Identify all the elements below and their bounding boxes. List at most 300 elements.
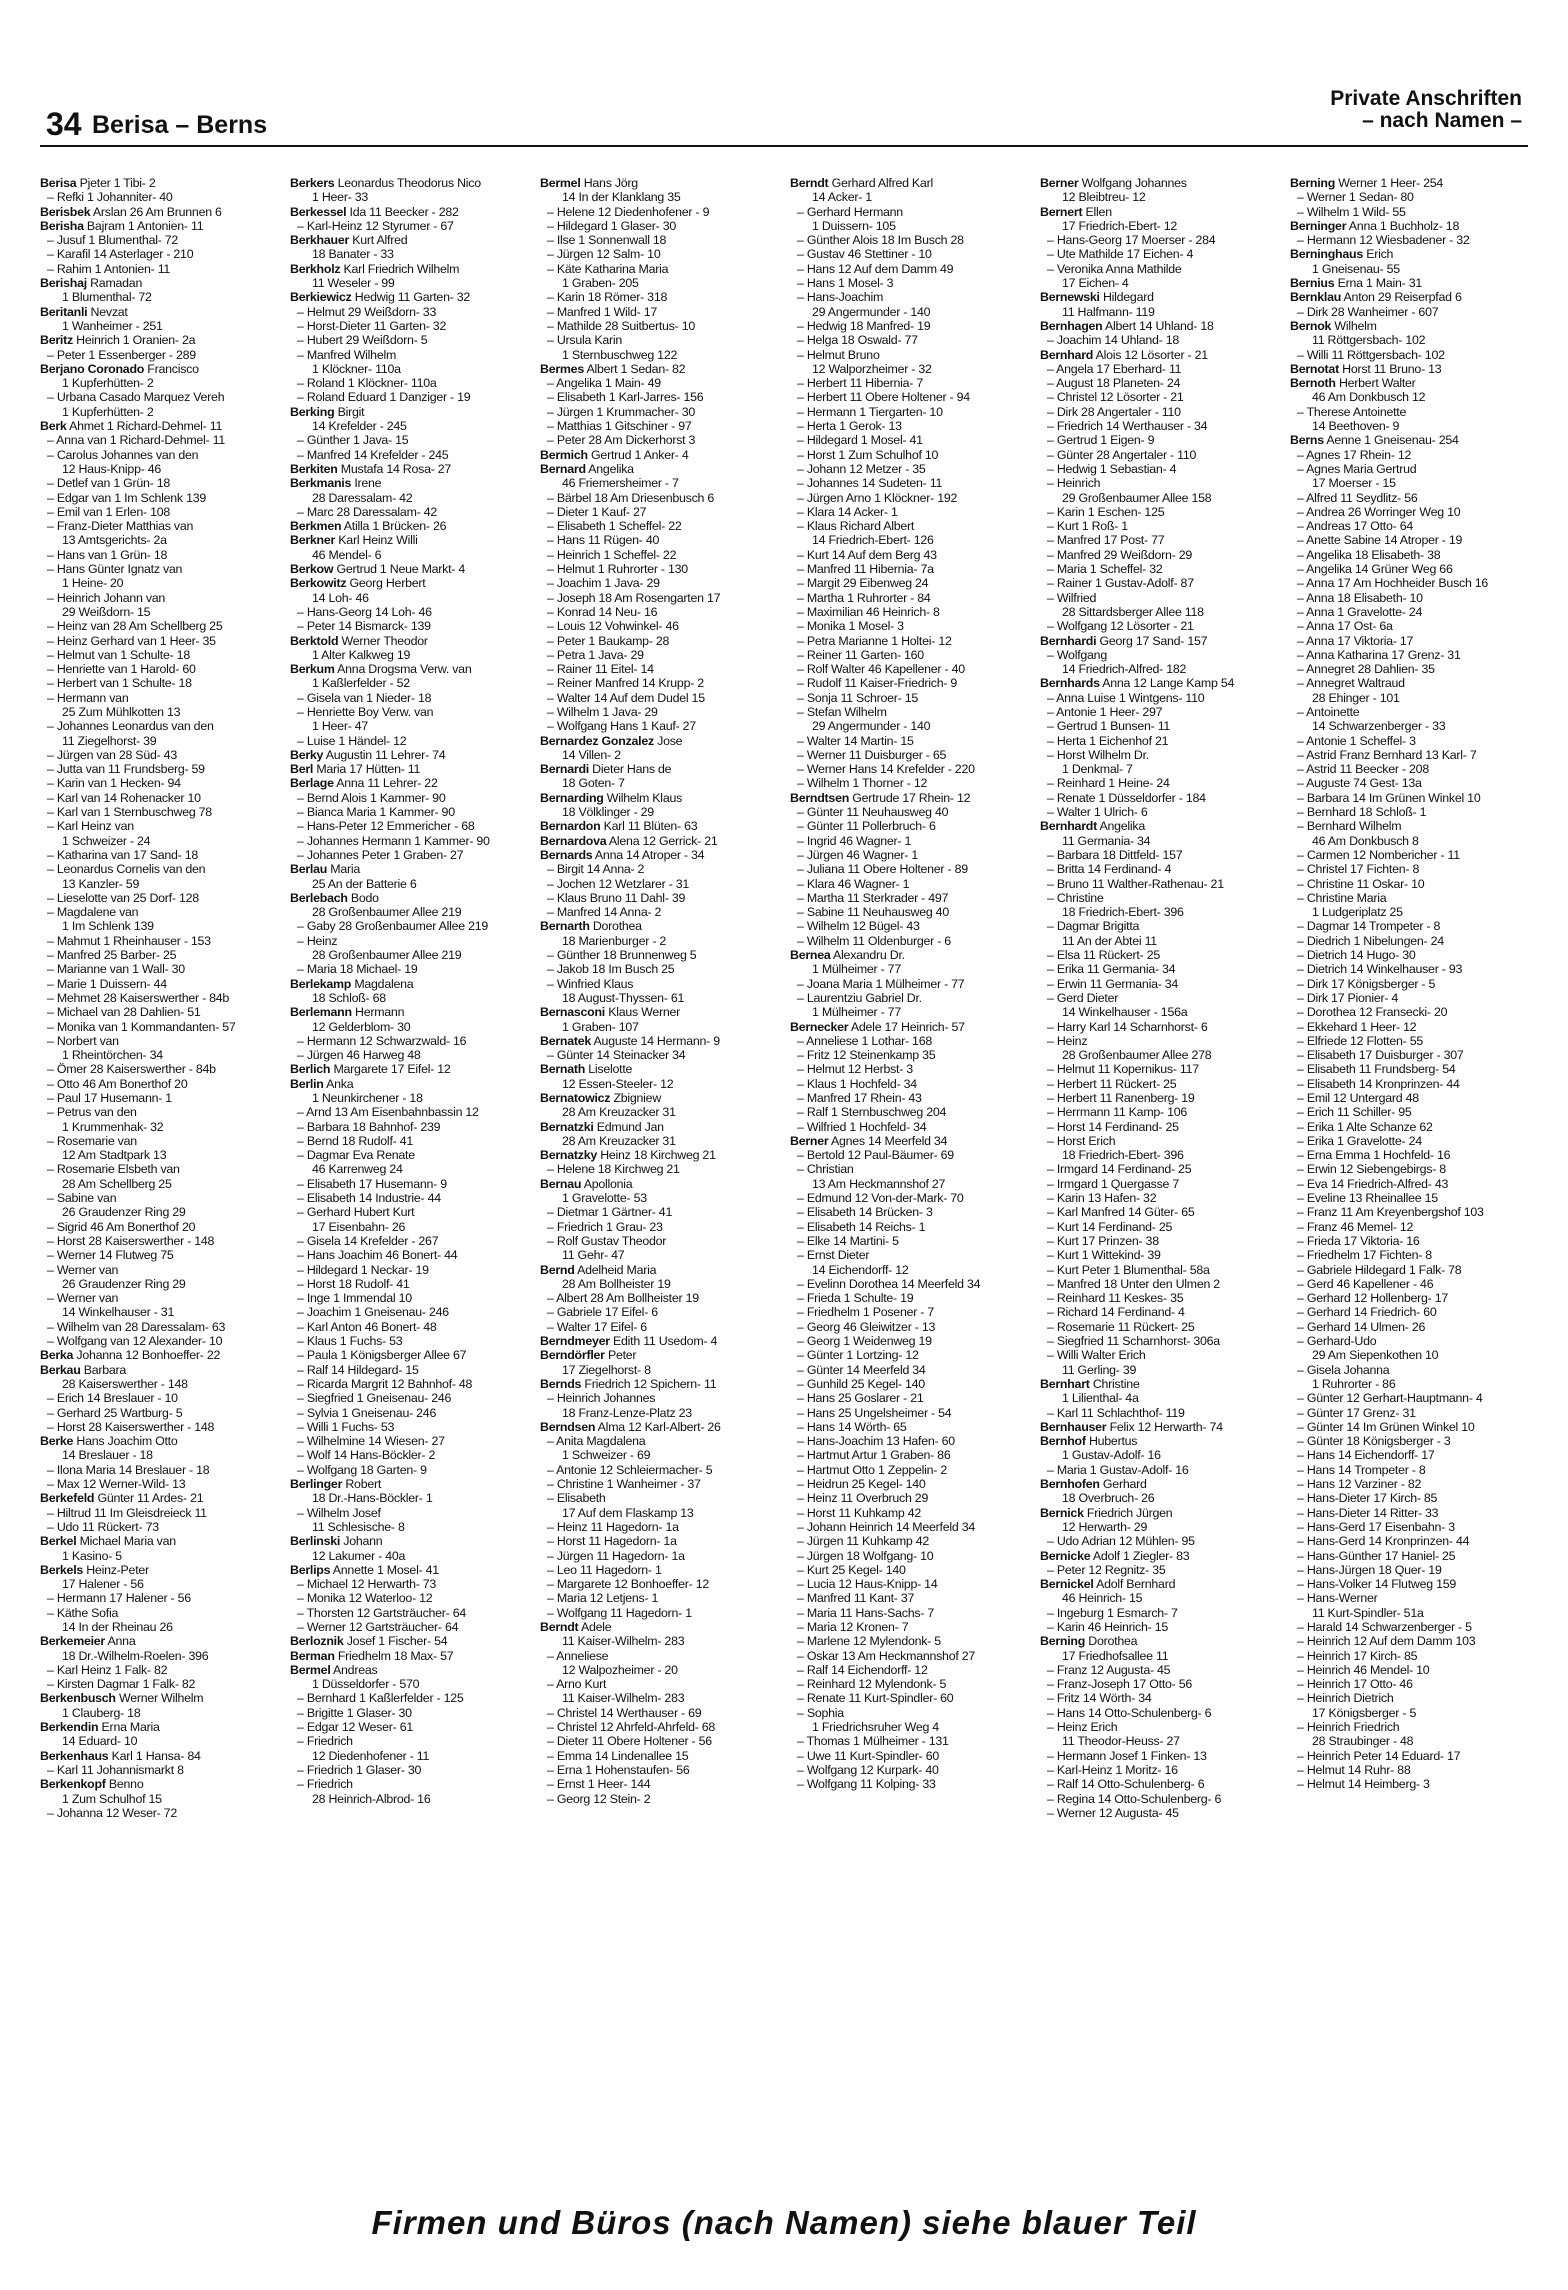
surname-heading: Bernds [540,1376,582,1391]
entry-line [540,1120,780,1134]
entry-text: Angelika [1099,819,1146,834]
entry-line [40,362,280,376]
entry-text: Wilhelm [1334,318,1377,333]
entry-line: – Michael 12 Herwarth- 73 [297,1577,437,1592]
entry-continuation: 1 Friedrichsruher Weg 4 [812,1720,939,1735]
entry-line [1040,319,1280,333]
entry-line: – Heidrun 25 Kegel- 140 [797,1477,926,1492]
entry-continuation: 18 Franz-Lenze-Platz 23 [562,1405,692,1420]
entry-line: – Wolfgang 12 Lösorter - 21 [1047,619,1194,634]
entry-line [40,219,280,233]
entry-line: – Karafil 14 Asterlager - 210 [47,247,194,262]
entry-line [290,662,530,676]
entry-line: – Johannes Hermann 1 Kammer- 90 [297,833,490,848]
entry-line [540,848,780,862]
entry-continuation: 14 In der Klanklang 35 [562,190,681,205]
entry-line [1040,348,1280,362]
entry-line: – Rainer 11 Eitel- 14 [547,662,654,677]
surname-heading: Berkholz [290,261,341,276]
entry-continuation: 12 Herwarth- 29 [1062,1519,1148,1534]
entry-line: – Johann 12 Metzer - 35 [797,461,926,476]
entry-line: – Karl 11 Schlachthof- 119 [1047,1405,1185,1420]
entry-line [540,1091,780,1105]
entry-text: Hubertus [1088,1434,1138,1449]
entry-line: – Werner van [47,1291,119,1306]
entry-line: – Werner 1 Sedan- 80 [1297,190,1414,205]
entry-text: Pjeter 1 Tibi- 2 [79,176,156,190]
surname-heading: Bernicke [1040,1548,1091,1563]
header-rule [40,145,1528,147]
entry-line [540,734,780,748]
entry-line: – Walter 17 Eifel- 6 [547,1319,647,1334]
entry-text: Margarete 17 Eifel- 12 [333,1062,451,1077]
entry-line: – Harald 14 Schwarzenberger - 5 [1297,1619,1472,1634]
entry-line [540,1062,780,1076]
surname-heading: Bernardi [540,762,589,777]
entry-line: – Katharina van 17 Sand- 18 [47,847,199,862]
entry-line: – Wilhelm 1 Wild- 55 [1297,204,1406,219]
entry-line: – Heinz Gerhard van 1 Heer- 35 [47,633,216,648]
entry-line: – Thomas 1 Mülheimer - 131 [797,1734,949,1749]
entry-text: Magdalena [354,976,414,991]
entry-line: – Elfriede 12 Flotten- 55 [1297,1033,1423,1048]
entry-continuation: 11 Kaiser-Wilhelm- 283 [562,1691,685,1706]
entry-line: – Horst 11 Kuhkamp 42 [797,1505,922,1520]
entry-continuation: 18 Goten- 7 [562,776,625,791]
entry-continuation: 1 Wanheimer - 251 [62,318,163,333]
entry-line: – Kurt 1 Roß- 1 [1047,519,1128,534]
entry-line: – Siegfried 1 Gneisenau- 246 [297,1391,452,1406]
entry-line: – Horst 11 Hagedorn- 1a [547,1534,677,1549]
entry-line: – Andrea 26 Worringer Weg 10 [1297,504,1461,519]
entry-line: – Hildegard 1 Neckar- 19 [297,1262,429,1277]
entry-continuation: 1 Mülheimer - 77 [812,962,901,977]
entry-line: – Friedhelm 1 Posener - 7 [797,1305,934,1320]
entry-text: Horst 11 Bruno- 13 [1342,361,1442,376]
entry-line: – Anette Sabine 14 Atroper - 19 [1297,533,1463,548]
entry-line: – Horst 28 Kaiserswerther - 148 [47,1233,215,1248]
entry-line: – Peter 12 Regnitz- 35 [1047,1562,1166,1577]
entry-continuation: 18 Overbruch- 26 [1062,1491,1155,1506]
surname-heading: Berishaj [40,276,87,291]
entry-line [290,776,530,790]
entry-text: Arslan 26 Am Brunnen 6 [92,204,222,219]
entry-line: – Udo Adrian 12 Mühlen- 95 [1047,1534,1195,1549]
entry-line: – Werner 12 Gartsträucher- 64 [297,1619,459,1634]
entry-line: – Hans-Volker 14 Flutweg 159 [1297,1577,1456,1592]
surname-heading: Bernea [790,948,831,963]
surname-heading: Bermel [290,1662,331,1677]
entry-line: – Sylvia 1 Gneisenau- 246 [297,1405,437,1420]
entry-line: – Helmut 12 Herbst- 3 [797,1062,913,1077]
entry-line: – Herbert van 1 Schulte- 18 [47,676,192,691]
entry-line: – Johannes Peter 1 Graben- 27 [297,847,464,862]
surname-heading: Beritz [40,333,73,348]
entry-line: – Christel 17 Fichten- 8 [1297,862,1420,877]
entry-line: – Werner 14 Flutweg 75 [47,1248,174,1263]
entry-line: – Elisabeth 14 Industrie- 44 [297,1191,441,1206]
entry-continuation: 1 Denkmal- 7 [1062,762,1133,777]
surname-heading: Bernatzki [540,1119,594,1134]
entry-continuation: 11 Schlesische- 8 [312,1519,405,1534]
entry-line [540,1348,780,1362]
surname-heading: Bernarth [540,919,590,934]
entry-continuation: 14 Breslauer - 18 [62,1448,153,1463]
surname-heading: Berke [40,1434,74,1449]
entry-line: – Heinrich 46 Mendel- 10 [1297,1662,1430,1677]
surname-heading: Berkowitz [290,576,347,591]
entry-line [1290,276,1528,290]
entry-line: – Renate 1 Düsseldorfer - 184 [1047,790,1206,805]
entry-continuation: 17 Eisenbahn- 26 [312,1219,406,1234]
entry-text: Wilhelm Klaus [606,790,683,805]
surname-heading: Bernhof [1040,1434,1086,1449]
directory-column-2 [290,176,530,2138]
entry-line: – Heinz Erich [1047,1720,1118,1735]
entry-text: Barbara [83,1362,127,1377]
entry-line: – Edgar 12 Weser- 61 [297,1720,413,1735]
entry-line [290,1649,530,1663]
entry-text: Anna [107,1634,136,1649]
entry-line: – Reinhard 1 Heine- 24 [1047,776,1170,791]
entry-line: – Manfred 11 Hibernia- 7a [797,562,934,577]
entry-text: Auguste 14 Hermann- 9 [593,1033,720,1048]
surname-heading: Berisbek [40,204,91,219]
entry-continuation: 28 Am Bollheister 19 [562,1276,671,1291]
entry-continuation: 11 Gerling- 39 [1062,1362,1137,1377]
entry-line [40,1434,280,1448]
entry-line [290,519,530,533]
entry-text: Friedhelm 18 Max- 57 [337,1648,454,1663]
entry-text: Anna 11 Lehrer- 22 [336,776,438,791]
entry-line: – Peter 14 Bismarck- 139 [297,619,431,634]
entry-line: – Bärbel 18 Am Driesenbusch 6 [547,490,715,505]
entry-line: – Astrid Franz Bernhard 13 Karl- 7 [1297,747,1477,762]
surname-heading: Bernardova [540,833,607,848]
entry-line: – Emma 14 Lindenallee 15 [547,1748,689,1763]
entry-line: – Angelika 1 Main- 49 [547,376,661,391]
entry-line [1040,290,1280,304]
directory-column-3 [540,176,780,2138]
surname-heading: Bernhard [1040,347,1094,362]
entry-line: – Jürgen 11 Hagedorn- 1a [547,1548,685,1563]
entry-continuation: 29 Großenbaumer Allee 158 [1062,490,1212,505]
entry-line: – Ute Mathilde 17 Eichen- 4 [1047,247,1194,262]
entry-line: – Karin van 1 Hecken- 94 [47,776,181,791]
surname-heading: Berkner [290,533,336,548]
entry-line: – Manfred Wilhelm [297,347,397,362]
entry-text: Bajram 1 Antonien- 11 [86,218,204,233]
entry-line: – Irmgard 14 Ferdinand- 25 [1047,1162,1192,1177]
entry-line: – Maria 1 Scheffel- 32 [1047,562,1163,577]
entry-line: – Gabriele Hildegard 1 Falk- 78 [1297,1262,1462,1277]
entry-line: – Luise 1 Händel- 12 [297,733,407,748]
entry-line: – Gerd 46 Kapellener - 46 [1297,1276,1434,1291]
entry-continuation: 14 In der Rheinau 26 [62,1619,173,1634]
entry-line: – Roland Eduard 1 Danziger - 19 [297,390,471,405]
entry-line: – Karl-Heinz 12 Styrumer - 67 [297,218,454,233]
entry-line: – Johannes 14 Sudeten- 11 [797,476,943,491]
entry-line [1290,319,1528,333]
entry-line: – Manfred 17 Rhein- 43 [797,1091,922,1105]
entry-line: – Udo 11 Rückert- 73 [47,1519,159,1534]
entry-continuation: 28 Heinrich-Albrod- 16 [312,1791,431,1806]
entry-line: – Angela 17 Eberhard- 11 [1047,361,1182,376]
surname-heading: Bernau [540,1176,582,1191]
entry-text: Dorothea [1088,1634,1138,1649]
page-number: 34 [46,106,82,142]
entry-line: – Werner van [47,1262,119,1277]
entry-line [290,476,530,490]
entry-line: – Mathilde 28 Suitbertus- 10 [547,318,695,333]
entry-line: – Britta 14 Ferdinand- 4 [1047,862,1172,877]
entry-line: – Gustav 46 Stettiner - 10 [797,247,932,262]
entry-line: – Irmgard 1 Quergasse 7 [1047,1176,1179,1191]
footer-note: Firmen und Büros (nach Namen) siehe blauer Teil [371,2204,1197,2241]
entry-continuation: 28 Sittardsberger Allee 118 [1062,604,1204,619]
entry-continuation: 18 August-Thyssen- 61 [562,990,685,1005]
surname-heading: Berky [290,747,324,762]
entry-line [40,1777,280,1791]
entry-line: – Ralf 14 Otto-Schulenberg- 6 [1047,1777,1205,1792]
entry-line: – Regina 14 Otto-Schulenberg- 6 [1047,1791,1222,1806]
directory-columns [40,176,1528,2138]
entry-line: – Jakob 18 Im Busch 25 [547,962,675,977]
entry-line: – Emil 12 Untergard 48 [1297,1091,1419,1105]
entry-line [1290,247,1528,261]
entry-line: – Klaus Bruno 11 Dahl- 39 [547,890,686,905]
entry-line: – Ralf 1 Sternbuschweg 204 [797,1105,947,1120]
entry-line: – Birgit 14 Anna- 2 [547,862,645,877]
entry-line: – Bernhard Wilhelm [1297,819,1402,834]
entry-continuation: 46 Mendel- 6 [312,547,382,562]
surname-heading: Bernick [1040,1505,1084,1520]
entry-line: – Walter 14 Martin- 15 [797,733,914,748]
entry-continuation: 14 Friedrich-Ebert- 126 [812,533,934,548]
entry-line [1040,1377,1280,1391]
entry-line: – Ernst 1 Heer- 144 [547,1777,651,1792]
entry-line: – Elisabeth 14 Brücken- 3 [797,1205,933,1220]
entry-line: – Hans 25 Ungelsheimer - 54 [797,1405,952,1420]
entry-text: Augustin 11 Lehrer- 74 [325,747,446,762]
entry-line: – Oskar 13 Am Heckmannshof 27 [797,1648,976,1663]
entry-line: – Dietmar 1 Gärtner- 41 [547,1205,673,1220]
entry-line: – Heinrich Peter 14 Eduard- 17 [1297,1748,1461,1763]
entry-line [290,748,530,762]
entry-line: – Hans van 1 Grün- 18 [47,547,168,562]
entry-line: – Manfred 25 Barber- 25 [47,948,177,963]
entry-line: – Max 12 Werner-Wild- 13 [47,1477,186,1492]
entry-line: – Manfred 29 Weißdorn- 29 [1047,547,1193,562]
entry-continuation: 13 Amtsgerichts- 2a [62,533,167,548]
entry-line: – Heinrich Dietrich [1297,1691,1394,1706]
entry-line: – Hans 1 Mosel- 3 [797,276,894,291]
entry-line: – Walter 1 Ulrich- 6 [1047,805,1148,820]
entry-line: – Hans 11 Rügen- 40 [547,533,660,548]
entry-line: – Hans-Peter 12 Emmericher - 68 [297,819,475,834]
entry-line: – Wolfgang 11 Hagedorn- 1 [547,1605,692,1620]
entry-line: – Harry Karl 14 Scharnhorst- 6 [1047,1019,1208,1034]
entry-continuation: 46 Am Donkbusch 8 [1312,833,1419,848]
entry-text: Apollonia [583,1176,633,1191]
entry-line: – Wilfried [1047,590,1097,605]
entry-line: – Heinrich 17 Kirch- 85 [1297,1648,1418,1663]
entry-continuation: 1 Heer- 47 [312,719,369,734]
entry-line: – Wolfgang Hans 1 Kauf- 27 [547,719,696,734]
entry-line: – Christine Maria [1297,890,1387,905]
entry-continuation: 17 Halener - 56 [62,1577,144,1592]
entry-line: – Klara 46 Wagner- 1 [797,876,910,891]
entry-line: – Manfred 18 Unter den Ulmen 2 [1047,1276,1220,1291]
entry-continuation: 28 Am Schellberg 25 [62,1176,172,1191]
entry-text: Mustafa 14 Rosa- 27 [340,461,452,476]
entry-continuation: 17 Ziegelhorst- 8 [562,1362,651,1377]
surname-heading: Bernd [540,1262,575,1277]
entry-text: Francisco [147,361,199,376]
entry-text: Karl Heinz Willi [338,533,418,548]
entry-line [1290,376,1528,390]
entry-line: – Monika 12 Waterloo- 12 [297,1591,433,1606]
entry-line: – Dorothea 12 Fransecki- 20 [1297,1005,1448,1020]
entry-line: – Hans-Georg 17 Moerser - 284 [1047,233,1216,248]
entry-line: – Karl 11 Johannismarkt 8 [47,1762,184,1777]
entry-line: – Willi 1 Fuchs- 53 [297,1419,395,1434]
entry-line: – Ilse 1 Sonnenwall 18 [547,233,667,248]
entry-line: – Hans 25 Goslarer - 21 [797,1391,924,1406]
entry-line: – Gabriele 17 Eifel- 6 [547,1305,658,1320]
entry-line: – Hermann 1 Tiergarten- 10 [797,404,943,419]
entry-line: – Dirk 17 Königsberger - 5 [1297,976,1436,991]
surname-heading: Berlebach [290,890,348,905]
entry-line: – Hans-Georg 14 Loh- 46 [297,604,432,619]
entry-continuation: 1 Gustav-Adolf- 16 [1062,1448,1161,1463]
entry-line [290,762,530,776]
entry-line [290,1534,530,1548]
entry-continuation: 1 Kupferhütten- 2 [62,376,154,391]
entry-text: Alexandru Dr. [833,948,905,963]
entry-continuation: 28 Straubinger - 48 [1312,1734,1414,1749]
entry-line [540,1034,780,1048]
entry-line: – Horst-Dieter 11 Garten- 32 [297,318,447,333]
entry-line: – Maria 12 Letjens- 1 [547,1591,659,1606]
entry-text: Irene [354,476,382,491]
entry-continuation: 12 Diedenhofener - 11 [312,1748,430,1763]
entry-line: – Elisabeth 11 Frundsberg- 54 [1297,1062,1456,1077]
entry-line: – Gerd Dieter [1047,990,1119,1005]
entry-text: Anna 14 Atroper - 34 [594,847,705,862]
entry-continuation: 14 Schwarzenberger - 33 [1312,719,1446,734]
entry-text: Gertrud 1 Neue Markt- 4 [336,562,466,577]
entry-line: – Thorsten 12 Gartsträucher- 64 [297,1605,467,1620]
entry-continuation: 1 Graben- 205 [562,276,639,291]
entry-continuation: 28 Am Kreuzacker 31 [562,1105,676,1120]
entry-text: Alena 12 Gerrick- 21 [608,833,718,848]
entry-text: Erna 1 Main- 31 [1337,276,1422,291]
entry-continuation: 1 Neunkirchener - 18 [312,1091,423,1105]
entry-line: – Hans-Jürgen 18 Quer- 19 [1297,1562,1442,1577]
entry-line: – Hildegard 1 Glaser- 30 [547,218,676,233]
entry-line: – Dirk 28 Angertaler - 110 [1047,404,1181,419]
entry-line [540,1334,780,1348]
entry-line [290,1005,530,1019]
entry-text: Georg Herbert [349,576,426,591]
entry-line: – Petra Marianne 1 Holtei- 12 [797,633,952,648]
surname-heading: Berkmen [290,519,342,534]
entry-line: – Christel 12 Lösorter - 21 [1047,390,1184,405]
entry-line: – Hans Joachim 46 Bonert- 44 [297,1248,458,1263]
entry-line: – Henriette van 1 Harold- 60 [47,662,196,677]
entry-line: – Jürgen Arno 1 Klöckner- 192 [797,490,958,505]
entry-line [540,462,780,476]
entry-line: – Horst 28 Kaiserswerther - 148 [47,1419,215,1434]
entry-line: – Wilhelm 11 Oldenburger - 6 [797,933,951,948]
entry-text: Adelheid Maria [577,1262,657,1277]
entry-continuation: 11 Gehr- 47 [562,1248,625,1263]
entry-line [540,176,780,190]
entry-line: – Anna 17 Ost- 6a [1297,619,1393,634]
entry-continuation: 11 Kaiser-Wilhelm- 283 [562,1634,685,1649]
entry-line: – Sabine 11 Neuhausweg 40 [797,905,949,920]
entry-continuation: 29 Weißdorn- 15 [62,604,151,619]
surname-heading: Bernasconi [540,1005,605,1020]
entry-line: – Erika 1 Gravelotte- 24 [1297,1133,1422,1148]
entry-line: – Hermann 12 Wiesbadener - 32 [1297,233,1470,248]
entry-line: – Franz-Joseph 17 Otto- 56 [1047,1677,1193,1692]
entry-line: – Mehmet 28 Kaiserswerther - 84b [47,990,230,1005]
entry-line: – Petra 1 Java- 29 [547,647,644,662]
entry-line [290,891,530,905]
entry-continuation: 25 An der Batterie 6 [312,876,417,891]
entry-line: – Rosemarie van [47,1133,137,1148]
entry-line: – Heinrich Friedrich [1297,1720,1400,1735]
entry-line: – Ömer 28 Kaiserswerther - 84b [47,1062,216,1077]
entry-continuation: 11 An der Abtei 11 [1062,933,1157,948]
entry-line: – Wilhelm van 28 Daressalam- 63 [47,1319,226,1334]
surname-heading: Bernecker [790,1019,849,1034]
entry-line: – Herbert 11 Ranenberg- 19 [1047,1091,1195,1105]
entry-text: Wolfgang Johannes [1081,176,1187,190]
entry-line: – Elsa 11 Rückert- 25 [1047,948,1160,963]
entry-line: – Johann Heinrich 14 Meerfeld 34 [797,1519,975,1534]
entry-continuation: 1 Graben- 107 [562,1019,639,1034]
surname-heading: Berkers [290,176,335,190]
entry-line [540,1148,780,1162]
entry-line: – Ingeburg 1 Esmarch- 7 [1047,1605,1178,1620]
entry-continuation: 1 Alter Kalkweg 19 [312,647,411,662]
entry-line: – Anna van 1 Richard-Dehmel- 11 [47,433,225,448]
entry-line: – August 18 Planeten- 24 [1047,376,1181,391]
entry-line: – Dietrich 14 Winkelhauser - 93 [1297,962,1463,977]
surname-heading: Berkendin [40,1720,99,1735]
surname-heading: Berkel [40,1534,77,1549]
surname-heading: Bernath [540,1062,586,1077]
entry-line: – Urbana Casado Marquez Vereh [47,390,225,405]
entry-continuation: 28 Daressalam- 42 [312,490,413,505]
entry-line: – Karin 18 Römer- 318 [547,290,668,305]
entry-line: – Lieselotte van 25 Dorf- 128 [47,890,199,905]
entry-line [540,834,780,848]
entry-line [290,1563,530,1577]
entry-line: – Erika 1 Alte Schanze 62 [1297,1119,1433,1134]
entry-line [540,1005,780,1019]
entry-line: – Erna 1 Hohenstaufen- 56 [547,1762,690,1777]
entry-line: – Anna 17 Viktoria- 17 [1297,633,1414,648]
entry-line [1040,1477,1280,1491]
entry-line: – Wolfgang van 12 Alexander- 10 [47,1334,223,1349]
entry-text: Zbigniew [613,1091,662,1105]
entry-line: – Georg 1 Weidenweg 19 [797,1334,932,1349]
entry-continuation: 1 Blumenthal- 72 [62,290,152,305]
